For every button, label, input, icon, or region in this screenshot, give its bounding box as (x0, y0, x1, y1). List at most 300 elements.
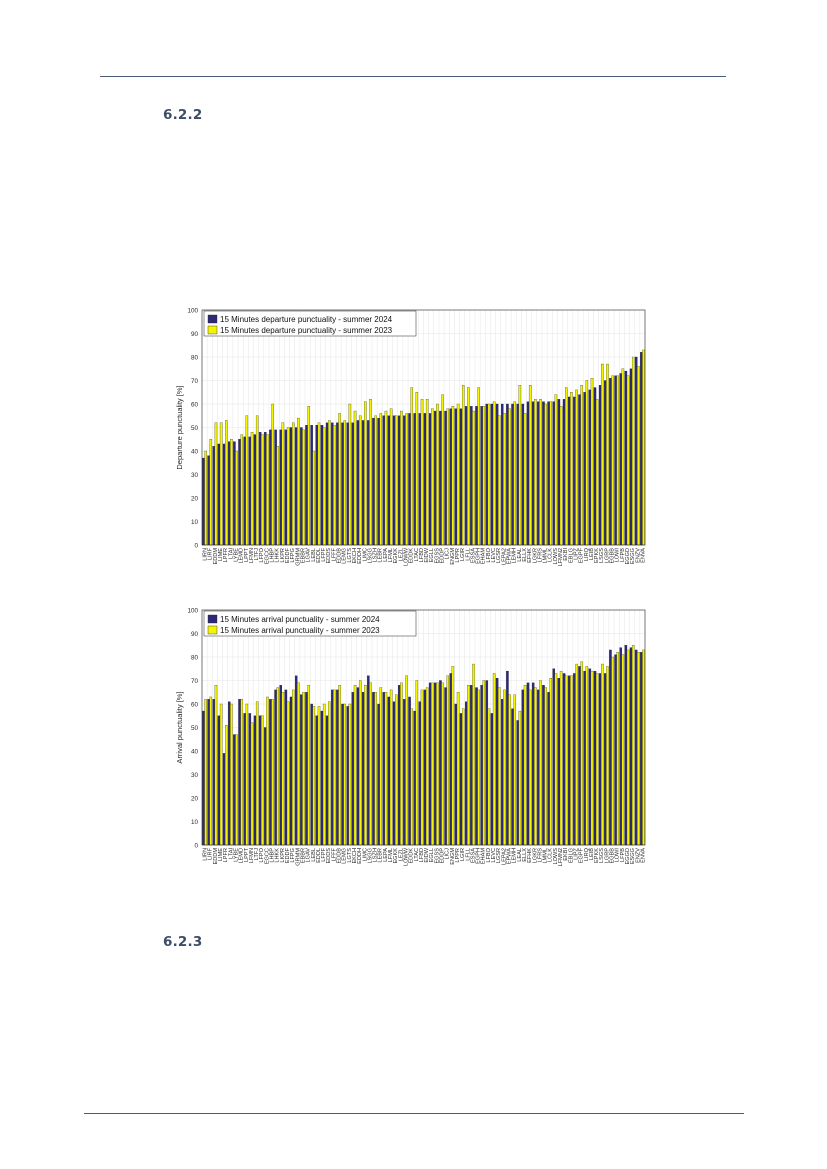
x-tick-label: EDDP (439, 848, 446, 864)
bar-2024-lfml (388, 697, 390, 845)
bar-2024-lfmn2 (558, 678, 560, 845)
bar-2024-loww (403, 699, 405, 845)
bar-2023-lppr (457, 692, 459, 845)
x-tick-label: EDDK (408, 848, 415, 864)
bar-2024-lebl (311, 704, 313, 845)
legend-label: 15 Minutes departure punctuality - summer 2023 (220, 326, 393, 335)
x-tick-label: LOWI (614, 548, 621, 563)
bar-2024-lclk (548, 402, 550, 545)
x-tick-label: EDDM (212, 548, 219, 565)
bar-2023-lfll (467, 685, 469, 845)
x-tick-label: EBLG (568, 548, 575, 563)
bar-2023-ebbr (302, 430, 304, 545)
bar-2024-lgav (305, 692, 307, 845)
bar-2023-lfbd (421, 399, 423, 545)
x-tick-label: LIME (218, 548, 225, 562)
x-tick-label: LSZH (372, 548, 379, 563)
bar-2023-lfmn (251, 723, 253, 845)
bar-2024-egbb (609, 650, 611, 845)
bar-2023-lfbo (488, 709, 490, 845)
bar-2023-lppr (457, 404, 459, 545)
x-tick-label: LPFR (223, 548, 230, 563)
x-tick-label: EPKK (594, 548, 601, 563)
bar-2024-lgsr (496, 678, 498, 845)
x-tick-label: EGPF (578, 548, 585, 564)
x-tick-label: ENZV (635, 548, 642, 563)
bar-2024-lgir (460, 713, 462, 845)
x-tick-label: EGKK (393, 848, 400, 864)
section-number-6-2-3: 6.2.3 (163, 934, 203, 950)
x-tick-label: EDDF (284, 548, 291, 564)
bar-2023-lfpf (323, 704, 325, 845)
x-tick-label: LFPF (321, 848, 328, 862)
x-tick-label: LHKK (274, 548, 281, 563)
bar-2024-eddh (357, 420, 359, 545)
bar-2024-egpf (578, 395, 580, 545)
bar-2024-eddp (439, 411, 441, 545)
bar-2023-lppt (246, 416, 248, 545)
x-tick-label: ESSA (470, 848, 477, 863)
x-tick-label: LIMC (362, 848, 369, 862)
bar-2024-lfrs (537, 690, 539, 845)
x-tick-label: LFFF (331, 548, 338, 562)
bar-2024-egcc (264, 432, 266, 545)
bar-2024-lppt (244, 713, 246, 845)
bar-2024-lhbp (269, 430, 271, 545)
bar-2024-epkk (594, 388, 596, 545)
x-tick-label: LGIR (460, 848, 467, 862)
bar-2023-epwa (508, 409, 510, 545)
x-tick-label: ESGG (630, 548, 637, 565)
bar-2024-esgg (630, 648, 632, 845)
bar-2023-lfpo (261, 716, 263, 845)
bar-2024-efhk (527, 683, 529, 845)
bar-2023-ltfj (256, 416, 258, 545)
bar-2023-lebl (313, 451, 315, 545)
bar-2023-lmml (545, 688, 547, 845)
x-tick-label: LPPT (243, 848, 250, 862)
bar-2023-lgts (349, 704, 351, 845)
bar-2023-levc (493, 402, 495, 545)
bar-2023-egph (478, 388, 480, 545)
bar-2023-eddm (215, 423, 217, 545)
bar-2024-lfpf (321, 711, 323, 845)
y-tick-label: 20 (190, 795, 198, 803)
bar-2024-lppt (244, 437, 246, 545)
bar-2024-lime (218, 444, 220, 545)
bar-2023-lgav (308, 685, 310, 845)
x-tick-label: LGTS (346, 548, 353, 563)
bar-2024-lybe (233, 442, 235, 545)
bar-2023-ltac (416, 392, 418, 545)
bar-2023-lezl (400, 683, 402, 845)
bar-2023-eblg (570, 392, 572, 545)
bar-2024-egcc (264, 728, 266, 846)
bar-2024-lfpo (259, 432, 261, 545)
y-tick-label: 100 (187, 607, 198, 615)
bar-2023-efhk (529, 385, 531, 545)
bar-2023-lepa2 (503, 413, 505, 545)
bar-2024-eggd (625, 371, 627, 545)
x-tick-label: LHBP (269, 548, 276, 563)
bar-2024-lepa (383, 692, 385, 845)
x-tick-label: EDDB (336, 548, 343, 564)
x-tick-label: ELLX (521, 848, 528, 862)
x-tick-label: LEVC (491, 548, 498, 563)
x-tick-label: LGSR (496, 548, 503, 564)
bar-2023-lkpr (282, 692, 284, 845)
x-tick-label: LFPG (290, 548, 297, 563)
x-tick-label: EGBB (609, 848, 616, 864)
bar-2024-ebbr (300, 695, 302, 845)
legend-swatch (208, 315, 217, 323)
bar-2024-efhk (527, 402, 529, 545)
y-tick-label: 60 (190, 401, 198, 409)
bar-2023-lhkk (277, 446, 279, 545)
bar-2024-lkpr (280, 430, 282, 545)
bar-2024-lemg (341, 423, 343, 545)
bar-2023-egbb (612, 376, 614, 545)
bar-2024-eham (481, 406, 483, 545)
x-tick-label: LFPB (619, 548, 626, 562)
x-tick-label: LOWW (403, 548, 410, 567)
bar-2023-eham (483, 681, 485, 846)
bar-2023-lemh (514, 402, 516, 545)
x-tick-label: ENGM (449, 848, 456, 865)
x-tick-label: LEBR (377, 548, 384, 563)
bar-2024-epkk (594, 671, 596, 845)
bar-2023-lgir (462, 709, 464, 845)
x-tick-label: LGRP (604, 848, 611, 864)
x-tick-label: LTAC (413, 848, 420, 862)
bar-2024-lszh (372, 692, 374, 845)
bar-2024-lpfr (223, 753, 225, 845)
x-tick-label: EDDH (357, 548, 364, 564)
bar-2024-lebl (311, 425, 313, 545)
x-tick-label: LEAL (516, 548, 523, 562)
x-tick-label: EDDL (315, 548, 322, 563)
x-tick-label: ELLX (521, 548, 528, 562)
x-tick-label: LTAI (228, 848, 235, 859)
x-tick-label: LEBR (377, 848, 384, 863)
bar-2023-lfpg (292, 423, 294, 545)
bar-2024-engm (450, 409, 452, 545)
x-tick-label: EIDW (424, 848, 431, 863)
bar-2023-efhk (529, 690, 531, 845)
x-tick-label: LMML (542, 848, 549, 864)
bar-2024-eggd (625, 645, 627, 845)
bar-2024-enva (640, 652, 642, 845)
bar-2023-egpf (581, 662, 583, 845)
bar-2024-lsgg (367, 420, 369, 545)
x-tick-label: LEAL (516, 848, 523, 862)
bar-2023-lipz (575, 664, 577, 845)
bar-2023-enzv (637, 652, 639, 845)
y-tick-label: 70 (190, 677, 198, 685)
x-tick-label: EGCC (264, 548, 271, 565)
x-tick-label: ESGG (630, 848, 637, 865)
legend-label: 15 Minutes arrival punctuality - summer 2023 (220, 626, 380, 635)
x-tick-label: LTFJ (254, 548, 261, 561)
bar-2024-eddf (285, 690, 287, 845)
bar-2023-lirf (210, 697, 212, 845)
bar-2024-eddb (336, 690, 338, 845)
x-tick-label: LCLK (547, 848, 554, 862)
x-tick-label: ENVA (640, 548, 647, 563)
bar-2023-lime (220, 423, 222, 545)
bar-2024-lgkr (532, 683, 534, 845)
bar-2023-engm (452, 666, 454, 845)
bar-2023-lhkk (277, 688, 279, 845)
bar-2023-ekbi (565, 388, 567, 545)
bar-2024-edds (326, 423, 328, 545)
x-tick-label: ENGM (449, 548, 456, 565)
bar-2023-eddh (359, 416, 361, 545)
bar-2024-lfbd (419, 702, 421, 845)
bar-2023-lebr (380, 688, 382, 845)
bar-2023-lowi (617, 652, 619, 845)
x-tick-label: LEBL (310, 848, 317, 862)
bar-2023-ltfj (256, 702, 258, 845)
bar-2023-ltai (230, 704, 232, 845)
bar-2023-epwa (508, 695, 510, 845)
x-tick-label: LEPA (382, 848, 389, 862)
x-tick-label: EGPH (475, 848, 482, 864)
bar-2024-lgir (460, 409, 462, 545)
bar-2023-lfrs (539, 681, 541, 846)
bar-2024-eidw (424, 413, 426, 545)
x-tick-label: EGLL (429, 848, 436, 863)
bar-2024-lgav (305, 425, 307, 545)
x-tick-label: EGGD (624, 548, 631, 565)
x-tick-label: LFPO (259, 548, 266, 563)
bar-2023-edds (328, 702, 330, 845)
bar-2023-lgir (462, 385, 464, 545)
x-tick-label: EDDK (408, 548, 415, 564)
bar-2024-lfff (331, 690, 333, 845)
bar-2023-loww (405, 676, 407, 845)
bar-2024-lclk (548, 692, 550, 845)
x-tick-label: LEMG (341, 848, 348, 864)
x-tick-label: LEZL (398, 848, 405, 862)
x-tick-label: LFPO (259, 848, 266, 863)
bar-2023-eddf (287, 428, 289, 546)
bar-2023-eblg (570, 676, 572, 845)
x-tick-label: LKPR (279, 848, 286, 863)
x-tick-label: LCLK (547, 548, 554, 562)
bar-2024-lfpf (321, 425, 323, 545)
bar-2023-licj (447, 409, 449, 545)
bar-2023-epkk (596, 399, 598, 545)
bar-2024-epwa (506, 671, 508, 845)
x-tick-label: LGRP (604, 548, 611, 564)
bar-2024-eddh (357, 688, 359, 845)
bar-2024-lepa (383, 416, 385, 545)
x-tick-label: LFPF (321, 548, 328, 562)
x-tick-label: LFBO (485, 548, 492, 563)
bar-2024-lirn (202, 458, 204, 545)
bar-2024-eddf (285, 430, 287, 545)
bar-2023-lgts (349, 404, 351, 545)
x-tick-label: EPWA (506, 848, 513, 865)
x-tick-label: LHBP (269, 848, 276, 863)
x-tick-label: EKCH (351, 548, 358, 564)
x-tick-label: LFRS (537, 848, 544, 863)
bar-2024-eham (481, 685, 483, 845)
bar-2023-lfpo (261, 435, 263, 545)
x-tick-label: LFLL (465, 548, 472, 561)
bar-2024-essa (470, 685, 472, 845)
bar-2024-leib (589, 390, 591, 545)
x-tick-label: LTAC (413, 548, 420, 562)
bar-2023-lfpb (622, 369, 624, 545)
x-tick-label: LKPR (279, 548, 286, 563)
x-tick-label: LIRN (202, 848, 209, 861)
bar-2024-esgg (630, 369, 632, 545)
x-tick-label: LOWS (552, 848, 559, 865)
bar-2023-lybe (235, 451, 237, 545)
bar-2024-enva (640, 352, 642, 545)
bar-2024-lemh (511, 709, 513, 845)
x-tick-label: EGKK (393, 548, 400, 564)
bar-2023-essa (472, 664, 474, 845)
x-tick-label: LHKK (274, 848, 281, 863)
bar-2024-epwa (506, 404, 508, 545)
x-tick-label: LIME (218, 848, 225, 862)
bar-2023-limc (364, 685, 366, 845)
bar-2024-egph (475, 688, 477, 845)
bar-2024-lhbp (269, 699, 271, 845)
x-tick-label: LFMN2 (558, 548, 565, 567)
bar-2024-lppr (455, 704, 457, 845)
bar-2023-eggd (627, 650, 629, 845)
x-tick-label: EPKK (594, 848, 601, 863)
y-tick-label: 0 (194, 542, 198, 550)
bar-2024-lfff (331, 423, 333, 545)
legend-label: 15 Minutes departure punctuality - summer 2024 (220, 315, 393, 324)
bar-2024-lppr (455, 409, 457, 545)
bar-2024-grmm (295, 676, 297, 845)
bar-2023-eddk (411, 709, 413, 845)
x-tick-label: LICJ (444, 848, 451, 860)
y-tick-label: 30 (190, 471, 198, 479)
x-tick-label: EKBI (563, 848, 570, 861)
x-tick-label: LFMN (248, 548, 255, 564)
bar-2024-lfbd (419, 413, 421, 545)
bar-2024-lmml (542, 402, 544, 545)
bar-2024-eddk (408, 413, 410, 545)
x-tick-label: LIRQ (583, 548, 590, 562)
x-tick-label: LIRQ (583, 848, 590, 862)
bar-2024-engm (450, 673, 452, 845)
bar-2023-lfff (333, 425, 335, 545)
bar-2023-eddf (287, 702, 289, 845)
bar-2023-lepa (385, 411, 387, 545)
bar-2023-enva (642, 650, 644, 845)
x-tick-label: EDDB (336, 848, 343, 864)
bar-2024-lgrp (604, 673, 606, 845)
x-tick-label: LIMC (362, 548, 369, 562)
bar-2023-eggd (627, 376, 629, 545)
x-tick-label: LFRS (537, 548, 544, 563)
y-tick-label: 60 (190, 701, 198, 709)
x-tick-label: LGTS (346, 848, 353, 863)
bar-2024-lemd (238, 699, 240, 845)
x-tick-label: EGBB (609, 548, 616, 564)
x-tick-label: LEMH (511, 848, 518, 864)
bar-2023-enva (642, 350, 644, 545)
bar-2024-lfrs (537, 402, 539, 545)
y-tick-label: 10 (190, 518, 198, 526)
bar-2024-ltai (228, 442, 230, 545)
bar-2024-eddb (336, 423, 338, 545)
bar-2024-leal (517, 720, 519, 845)
x-tick-label: LOWW (403, 848, 410, 867)
y-tick-label: 100 (187, 307, 198, 315)
bar-2023-lezl (400, 411, 402, 545)
bar-2023-lirf (210, 439, 212, 545)
bar-2023-eidw (426, 688, 428, 845)
bar-2023-ltac (416, 681, 418, 846)
y-axis-label: Arrival punctuality [%] (175, 691, 184, 764)
bar-2024-lows (553, 669, 555, 845)
bar-2023-lirn (205, 451, 207, 545)
bar-2024-lows (553, 402, 555, 545)
bar-2024-eddm (213, 699, 215, 845)
bar-2023-lppt (246, 704, 248, 845)
bar-2024-ltai (228, 702, 230, 845)
x-tick-label: LPFR (223, 848, 230, 863)
bar-2023-lsgs (601, 364, 603, 545)
x-tick-label: LPPT (243, 548, 250, 562)
legend-swatch (208, 626, 217, 634)
x-tick-label: LFML (388, 848, 395, 863)
x-tick-label: GRMM (295, 548, 302, 566)
bar-2023-eddb (339, 685, 341, 845)
bar-2023-lime (220, 704, 222, 845)
legend-swatch (208, 615, 217, 623)
bar-2024-lgrp (604, 381, 606, 546)
y-tick-label: 20 (190, 495, 198, 503)
x-tick-label: EBBR (300, 848, 307, 864)
bar-2024-lepa2 (501, 699, 503, 845)
x-tick-label: EDDS (326, 548, 333, 564)
legend-swatch (208, 326, 217, 334)
bar-2023-lemd (241, 435, 243, 545)
bar-2023-lfmn (251, 432, 253, 545)
x-tick-label: LEIB (588, 548, 595, 561)
x-tick-label: EGPF (578, 848, 585, 864)
bar-2023-lebr (380, 413, 382, 545)
bar-2023-lhbp (272, 699, 274, 845)
bar-2024-eblg (568, 676, 570, 845)
x-tick-label: LMML (542, 548, 549, 564)
bar-2024-lirf (208, 699, 210, 845)
bar-2024-loww (403, 416, 405, 545)
bar-2023-lfll (467, 388, 469, 545)
x-tick-label: EGSS (434, 548, 441, 564)
x-tick-label: LGKR (532, 548, 539, 564)
x-tick-label: LEIB (588, 848, 595, 861)
bar-2024-lgts (347, 423, 349, 545)
x-tick-label: LIRN (202, 548, 209, 561)
footer-rule (84, 1113, 744, 1114)
bar-2024-lhkk (275, 430, 277, 545)
x-tick-label: LEBL (310, 548, 317, 562)
y-tick-label: 80 (190, 654, 198, 662)
x-tick-label: EBBR (300, 548, 307, 564)
bar-2024-leal (517, 404, 519, 545)
